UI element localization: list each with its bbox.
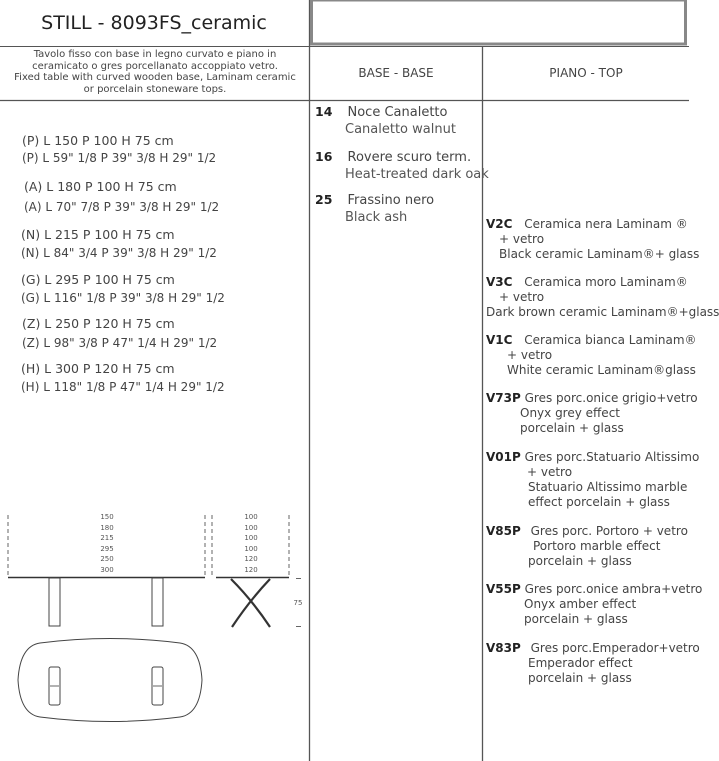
dimension-cm: (G) L 295 P 100 H 75 cm (21, 272, 175, 287)
column-header-base: BASE - BASE (358, 66, 434, 80)
dimension-inch: (Z) L 98" 3/8 P 47" 1/4 H 29" 1/2 (22, 336, 218, 350)
dimension-inch: (A) L 70" 7/8 P 39" 3/8 H 29" 1/2 (24, 200, 220, 214)
top-item: V1C Ceramica bianca Laminam® + vetro White ceramic Laminam®glass (486, 333, 697, 377)
top-item: V73P Gres porc.onice grigio+vetro Onyx grey effect porcelain + glass (486, 391, 698, 435)
dimension-cm: (N) L 215 P 100 H 75 cm (21, 227, 175, 242)
dimension-inch: (G) L 116" 1/8 P 39" 3/8 H 29" 1/2 (21, 291, 225, 305)
top-item: V83P Gres porc.Emperador+vetro Emperador effect porcelain + glass (486, 641, 700, 685)
dimension-cm: (P) L 150 P 100 H 75 cm (22, 133, 174, 148)
height-label: 75 (293, 599, 303, 607)
top-item: V85P Gres porc. Portoro + vetro Portoro marble effect porcelain + glass (486, 524, 688, 568)
top-item: V01P Gres porc.Statuario Altissimo + vetro Statuario Altissimo marble effect porcelain + glass (486, 450, 700, 509)
dimension-cm: (Z) L 250 P 120 H 75 cm (22, 316, 175, 331)
base-item: 16 Rovere scuro term. Heat-treated dark oak (315, 149, 489, 182)
product-title: STILL - 8093FS_ceramic (41, 12, 267, 34)
product-description: Tavolo fisso con base in legno curvato e piano in ceramicato o gres porcellanato accoppiato vetro. Fixed table with curved wooden base, Laminam ceramic or porcelain stoneware tops. (14, 49, 296, 95)
depth-labels: 100 100 100 100 120 120 (244, 513, 258, 574)
base-item: 14 Noce Canaletto Canaletto walnut (315, 104, 456, 137)
base-item: 25 Frassino nero Black ash (315, 192, 435, 225)
top-item: V55P Gres porc.onice ambra+vetro Onyx amber effect porcelain + glass (486, 582, 703, 626)
column-header-top: PIANO - TOP (549, 66, 623, 80)
top-item: V2C Ceramica nera Laminam ® + vetro Black ceramic Laminam®+ glass (486, 217, 700, 261)
dimension-inch: (H) L 118" 1/8 P 47" 1/4 H 29" 1/2 (21, 380, 225, 394)
dimension-cm: (A) L 180 P 100 H 75 cm (24, 179, 177, 194)
dimension-inch: (P) L 59" 1/8 P 39" 3/8 H 29" 1/2 (22, 151, 217, 165)
top-item: V3C Ceramica moro Laminam® + vetro Dark brown ceramic Laminam®+glass (486, 275, 719, 319)
length-labels: 150 180 215 295 250 300 (100, 513, 114, 574)
dimension-inch: (N) L 84" 3/4 P 39" 3/8 H 29" 1/2 (21, 246, 217, 260)
dimension-cm: (H) L 300 P 120 H 75 cm (21, 361, 175, 376)
